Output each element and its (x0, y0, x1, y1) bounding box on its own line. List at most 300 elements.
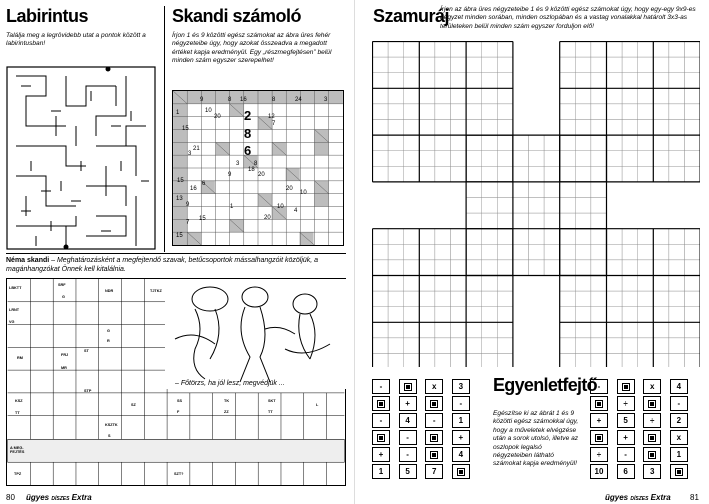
sudoku-cell[interactable] (451, 104, 467, 120)
sudoku-cell[interactable] (419, 322, 435, 338)
sudoku-cell[interactable] (388, 354, 404, 368)
sudoku-cell[interactable] (466, 166, 482, 182)
sudoku-cell[interactable] (591, 244, 607, 260)
sudoku-cell[interactable] (622, 120, 638, 136)
sudoku-cell[interactable] (544, 198, 560, 214)
sudoku-cell[interactable] (373, 260, 389, 276)
sudoku-cell[interactable] (560, 198, 576, 214)
sudoku-cell[interactable] (388, 73, 404, 89)
sudoku-cell[interactable] (451, 120, 467, 136)
sudoku-cell[interactable] (419, 57, 435, 73)
sudoku-cell[interactable] (622, 42, 638, 58)
sudoku-cell[interactable] (607, 229, 623, 245)
sudoku-cell[interactable] (685, 104, 701, 120)
sudoku-cell[interactable] (575, 88, 591, 104)
sudoku-cell[interactable] (466, 73, 482, 89)
sudoku-cell[interactable] (560, 322, 576, 338)
sudoku-cell[interactable] (638, 338, 654, 354)
sudoku-cell[interactable] (497, 322, 513, 338)
equation-cell[interactable] (372, 430, 390, 445)
sudoku-cell[interactable] (685, 307, 701, 323)
sudoku-cell[interactable] (404, 120, 420, 136)
sudoku-cell[interactable] (388, 307, 404, 323)
sudoku-cell[interactable] (544, 244, 560, 260)
sudoku-cell[interactable] (513, 229, 529, 245)
sudoku-cell[interactable] (451, 73, 467, 89)
sudoku-cell[interactable] (575, 276, 591, 292)
sudoku-cell[interactable] (669, 73, 685, 89)
sudoku-cell[interactable] (638, 120, 654, 136)
sudoku-cell[interactable] (466, 120, 482, 136)
sudoku-cell[interactable] (435, 276, 451, 292)
sudoku-cell[interactable] (685, 151, 701, 167)
sudoku-cell[interactable] (622, 260, 638, 276)
sudoku-cell[interactable] (482, 229, 498, 245)
sudoku-cell[interactable] (575, 166, 591, 182)
sudoku-cell[interactable] (575, 307, 591, 323)
sudoku-cell[interactable] (497, 213, 513, 229)
sudoku-cell[interactable] (591, 104, 607, 120)
sudoku-cell[interactable] (591, 229, 607, 245)
sudoku-cell[interactable] (653, 120, 669, 136)
sudoku-cell[interactable] (669, 88, 685, 104)
sudoku-cell[interactable] (638, 322, 654, 338)
sudoku-cell[interactable] (419, 88, 435, 104)
sudoku-cell[interactable] (497, 182, 513, 198)
sudoku-cell[interactable] (638, 307, 654, 323)
sudoku-cell[interactable] (373, 244, 389, 260)
sudoku-cell[interactable] (419, 244, 435, 260)
sudoku-cell[interactable] (435, 338, 451, 354)
sudoku-cell[interactable] (560, 338, 576, 354)
sudoku-cell[interactable] (497, 73, 513, 89)
sudoku-cell[interactable] (373, 42, 389, 58)
sudoku-cell[interactable] (560, 291, 576, 307)
sudoku-cell[interactable] (513, 244, 529, 260)
sudoku-cell[interactable] (653, 104, 669, 120)
sudoku-cell[interactable] (607, 276, 623, 292)
sudoku-cell[interactable] (544, 135, 560, 151)
sudoku-cell[interactable] (419, 338, 435, 354)
sudoku-cell[interactable] (607, 135, 623, 151)
sudoku-cell[interactable] (435, 354, 451, 368)
sudoku-cell[interactable] (513, 166, 529, 182)
sudoku-cell[interactable] (419, 260, 435, 276)
sudoku-cell[interactable] (575, 260, 591, 276)
sudoku-cell[interactable] (622, 229, 638, 245)
sudoku-cell[interactable] (404, 151, 420, 167)
sudoku-cell[interactable] (419, 307, 435, 323)
sudoku-cell[interactable] (560, 166, 576, 182)
sudoku-cell[interactable] (404, 354, 420, 368)
sudoku-cell[interactable] (451, 322, 467, 338)
sudoku-cell[interactable] (482, 42, 498, 58)
sudoku-cell[interactable] (435, 229, 451, 245)
sudoku-cell[interactable] (653, 338, 669, 354)
sudoku-cell[interactable] (591, 151, 607, 167)
sudoku-cell[interactable] (435, 88, 451, 104)
sudoku-cell[interactable] (622, 151, 638, 167)
sudoku-cell[interactable] (482, 276, 498, 292)
sudoku-cell[interactable] (638, 88, 654, 104)
sudoku-cell[interactable] (575, 291, 591, 307)
sudoku-cell[interactable] (466, 260, 482, 276)
equation-cell[interactable] (425, 447, 443, 462)
sudoku-cell[interactable] (653, 276, 669, 292)
sudoku-cell[interactable] (373, 166, 389, 182)
sudoku-cell[interactable] (482, 120, 498, 136)
sudoku-cell[interactable] (653, 322, 669, 338)
sudoku-cell[interactable] (435, 291, 451, 307)
sudoku-cell[interactable] (482, 182, 498, 198)
sudoku-cell[interactable] (466, 307, 482, 323)
sudoku-cell[interactable] (607, 151, 623, 167)
sudoku-cell[interactable] (451, 260, 467, 276)
sudoku-cell[interactable] (669, 135, 685, 151)
sudoku-cell[interactable] (435, 42, 451, 58)
sudoku-cell[interactable] (497, 166, 513, 182)
sudoku-cell[interactable] (591, 198, 607, 214)
sudoku-cell[interactable] (482, 57, 498, 73)
sudoku-cell[interactable] (653, 229, 669, 245)
equation-cell[interactable] (425, 396, 443, 411)
sudoku-cell[interactable] (669, 57, 685, 73)
sudoku-cell[interactable] (388, 166, 404, 182)
sudoku-cell[interactable] (591, 276, 607, 292)
sudoku-cell[interactable] (404, 135, 420, 151)
sudoku-cell[interactable] (451, 135, 467, 151)
sudoku-cell[interactable] (435, 260, 451, 276)
sudoku-cell[interactable] (560, 151, 576, 167)
sudoku-cell[interactable] (404, 166, 420, 182)
sudoku-cell[interactable] (388, 42, 404, 58)
sudoku-cell[interactable] (388, 338, 404, 354)
sudoku-cell[interactable] (466, 151, 482, 167)
sudoku-cell[interactable] (497, 198, 513, 214)
sudoku-cell[interactable] (560, 229, 576, 245)
sudoku-cell[interactable] (419, 120, 435, 136)
sudoku-cell[interactable] (685, 276, 701, 292)
sudoku-cell[interactable] (497, 276, 513, 292)
sudoku-cell[interactable] (607, 42, 623, 58)
sudoku-cell[interactable] (591, 213, 607, 229)
sudoku-cell[interactable] (451, 88, 467, 104)
sudoku-cell[interactable] (607, 244, 623, 260)
sudoku-cell[interactable] (607, 57, 623, 73)
sudoku-cell[interactable] (685, 229, 701, 245)
sudoku-cell[interactable] (591, 88, 607, 104)
equation-cell[interactable] (643, 430, 661, 445)
sudoku-cell[interactable] (497, 291, 513, 307)
sudoku-cell[interactable] (513, 151, 529, 167)
sudoku-cell[interactable] (497, 57, 513, 73)
sudoku-cell[interactable] (388, 135, 404, 151)
maze[interactable] (6, 66, 156, 250)
sudoku-cell[interactable] (591, 291, 607, 307)
sudoku-cell[interactable] (653, 135, 669, 151)
sudoku-cell[interactable] (482, 291, 498, 307)
sudoku-cell[interactable] (482, 354, 498, 368)
sudoku-cell[interactable] (638, 135, 654, 151)
sudoku-cell[interactable] (466, 42, 482, 58)
sudoku-cell[interactable] (435, 104, 451, 120)
samurai-sudoku-grid[interactable] (372, 41, 700, 367)
sudoku-cell[interactable] (435, 166, 451, 182)
sudoku-cell[interactable] (419, 151, 435, 167)
sudoku-cell[interactable] (497, 88, 513, 104)
sudoku-cell[interactable] (529, 182, 545, 198)
sudoku-cell[interactable] (497, 244, 513, 260)
sudoku-cell[interactable] (419, 229, 435, 245)
sudoku-cell[interactable] (451, 166, 467, 182)
sudoku-cell[interactable] (529, 151, 545, 167)
sudoku-cell[interactable] (622, 354, 638, 368)
sudoku-cell[interactable] (466, 229, 482, 245)
sudoku-cell[interactable] (497, 42, 513, 58)
sudoku-cell[interactable] (669, 260, 685, 276)
sudoku-cell[interactable] (404, 244, 420, 260)
sudoku-cell[interactable] (544, 213, 560, 229)
sudoku-cell[interactable] (685, 322, 701, 338)
sudoku-cell[interactable] (435, 307, 451, 323)
sudoku-cell[interactable] (373, 229, 389, 245)
sudoku-cell[interactable] (373, 291, 389, 307)
sudoku-cell[interactable] (653, 151, 669, 167)
sudoku-cell[interactable] (373, 88, 389, 104)
sudoku-cell[interactable] (419, 73, 435, 89)
sudoku-cell[interactable] (513, 198, 529, 214)
sudoku-cell[interactable] (435, 151, 451, 167)
sudoku-cell[interactable] (466, 104, 482, 120)
sudoku-cell[interactable] (653, 57, 669, 73)
sudoku-cell[interactable] (466, 291, 482, 307)
sudoku-cell[interactable] (560, 354, 576, 368)
sudoku-cell[interactable] (419, 354, 435, 368)
sudoku-cell[interactable] (404, 307, 420, 323)
sudoku-cell[interactable] (575, 42, 591, 58)
sudoku-cell[interactable] (685, 338, 701, 354)
sudoku-cell[interactable] (669, 338, 685, 354)
sudoku-cell[interactable] (591, 42, 607, 58)
sudoku-cell[interactable] (529, 213, 545, 229)
sudoku-cell[interactable] (544, 166, 560, 182)
sudoku-cell[interactable] (575, 213, 591, 229)
sudoku-cell[interactable] (482, 322, 498, 338)
sudoku-cell[interactable] (529, 166, 545, 182)
sudoku-cell[interactable] (685, 244, 701, 260)
sudoku-cell[interactable] (591, 182, 607, 198)
sudoku-cell[interactable] (575, 338, 591, 354)
sudoku-cell[interactable] (669, 151, 685, 167)
sudoku-cell[interactable] (591, 322, 607, 338)
sudoku-cell[interactable] (497, 229, 513, 245)
equation-cell[interactable] (452, 464, 470, 479)
sudoku-cell[interactable] (497, 260, 513, 276)
sudoku-cell[interactable] (669, 276, 685, 292)
sudoku-cell[interactable] (482, 244, 498, 260)
sudoku-cell[interactable] (607, 307, 623, 323)
sudoku-cell[interactable] (419, 104, 435, 120)
sudoku-cell[interactable] (607, 120, 623, 136)
sudoku-cell[interactable] (544, 229, 560, 245)
sudoku-cell[interactable] (388, 260, 404, 276)
sudoku-cell[interactable] (482, 135, 498, 151)
sudoku-cell[interactable] (451, 229, 467, 245)
sudoku-cell[interactable] (575, 229, 591, 245)
sudoku-cell[interactable] (591, 354, 607, 368)
sudoku-cell[interactable] (622, 244, 638, 260)
sudoku-cell[interactable] (497, 120, 513, 136)
sudoku-cell[interactable] (685, 135, 701, 151)
sudoku-cell[interactable] (622, 338, 638, 354)
sudoku-cell[interactable] (513, 135, 529, 151)
sudoku-cell[interactable] (373, 322, 389, 338)
sudoku-cell[interactable] (638, 104, 654, 120)
sudoku-cell[interactable] (591, 73, 607, 89)
sudoku-cell[interactable] (638, 151, 654, 167)
sudoku-cell[interactable] (591, 260, 607, 276)
sudoku-cell[interactable] (513, 260, 529, 276)
sudoku-cell[interactable] (451, 244, 467, 260)
sudoku-cell[interactable] (404, 42, 420, 58)
sudoku-cell[interactable] (435, 73, 451, 89)
sudoku-cell[interactable] (513, 213, 529, 229)
sudoku-cell[interactable] (466, 182, 482, 198)
sudoku-cell[interactable] (685, 73, 701, 89)
sudoku-cell[interactable] (513, 182, 529, 198)
sudoku-cell[interactable] (560, 182, 576, 198)
sudoku-cell[interactable] (373, 338, 389, 354)
sudoku-cell[interactable] (669, 42, 685, 58)
equation-cell[interactable] (670, 464, 688, 479)
sudoku-cell[interactable] (653, 166, 669, 182)
sudoku-cell[interactable] (622, 276, 638, 292)
sudoku-cell[interactable] (638, 276, 654, 292)
sudoku-cell[interactable] (653, 260, 669, 276)
sudoku-cell[interactable] (435, 120, 451, 136)
sudoku-cell[interactable] (451, 291, 467, 307)
sudoku-cell[interactable] (591, 135, 607, 151)
sudoku-cell[interactable] (685, 120, 701, 136)
equation-cell[interactable] (617, 379, 635, 394)
sudoku-cell[interactable] (653, 244, 669, 260)
sudoku-cell[interactable] (622, 57, 638, 73)
sudoku-cell[interactable] (669, 166, 685, 182)
sudoku-cell[interactable] (560, 88, 576, 104)
sudoku-cell[interactable] (466, 198, 482, 214)
equation-cell[interactable] (643, 396, 661, 411)
sudoku-cell[interactable] (685, 291, 701, 307)
sudoku-cell[interactable] (607, 104, 623, 120)
sudoku-cell[interactable] (622, 73, 638, 89)
sudoku-cell[interactable] (404, 229, 420, 245)
sudoku-cell[interactable] (451, 307, 467, 323)
sudoku-cell[interactable] (638, 166, 654, 182)
sudoku-cell[interactable] (482, 338, 498, 354)
sudoku-cell[interactable] (638, 57, 654, 73)
sudoku-cell[interactable] (575, 104, 591, 120)
sudoku-cell[interactable] (544, 151, 560, 167)
sudoku-cell[interactable] (388, 291, 404, 307)
sudoku-cell[interactable] (482, 151, 498, 167)
equation-cell[interactable] (590, 430, 608, 445)
sudoku-cell[interactable] (591, 338, 607, 354)
sudoku-cell[interactable] (388, 88, 404, 104)
sudoku-cell[interactable] (373, 135, 389, 151)
sudoku-cell[interactable] (404, 88, 420, 104)
sudoku-cell[interactable] (575, 135, 591, 151)
sudoku-cell[interactable] (451, 151, 467, 167)
sudoku-cell[interactable] (560, 135, 576, 151)
sudoku-cell[interactable] (435, 135, 451, 151)
sudoku-cell[interactable] (373, 151, 389, 167)
sudoku-cell[interactable] (653, 42, 669, 58)
sudoku-cell[interactable] (373, 276, 389, 292)
equation-cell[interactable] (399, 379, 417, 394)
sudoku-cell[interactable] (529, 260, 545, 276)
sudoku-cell[interactable] (419, 135, 435, 151)
sudoku-cell[interactable] (451, 42, 467, 58)
sudoku-cell[interactable] (685, 57, 701, 73)
sudoku-cell[interactable] (669, 322, 685, 338)
sudoku-cell[interactable] (497, 307, 513, 323)
sudoku-cell[interactable] (685, 166, 701, 182)
sudoku-cell[interactable] (560, 244, 576, 260)
sudoku-cell[interactable] (638, 260, 654, 276)
sudoku-cell[interactable] (404, 291, 420, 307)
sudoku-cell[interactable] (607, 73, 623, 89)
sudoku-cell[interactable] (529, 135, 545, 151)
sudoku-cell[interactable] (669, 104, 685, 120)
sudoku-cell[interactable] (404, 260, 420, 276)
sudoku-cell[interactable] (419, 42, 435, 58)
sudoku-cell[interactable] (622, 322, 638, 338)
sudoku-cell[interactable] (669, 291, 685, 307)
sudoku-cell[interactable] (388, 120, 404, 136)
sudoku-cell[interactable] (560, 213, 576, 229)
sudoku-cell[interactable] (607, 88, 623, 104)
sudoku-cell[interactable] (685, 42, 701, 58)
sudoku-cell[interactable] (575, 322, 591, 338)
sudoku-cell[interactable] (529, 244, 545, 260)
sudoku-cell[interactable] (373, 73, 389, 89)
sudoku-cell[interactable] (373, 120, 389, 136)
sudoku-cell[interactable] (466, 322, 482, 338)
equation-cell[interactable] (643, 447, 661, 462)
sudoku-cell[interactable] (669, 307, 685, 323)
sudoku-cell[interactable] (435, 57, 451, 73)
skandi-szamolo-grid[interactable] (172, 90, 344, 246)
sudoku-cell[interactable] (529, 229, 545, 245)
sudoku-cell[interactable] (653, 73, 669, 89)
sudoku-cell[interactable] (544, 260, 560, 276)
sudoku-cell[interactable] (451, 338, 467, 354)
sudoku-cell[interactable] (607, 338, 623, 354)
sudoku-cell[interactable] (482, 260, 498, 276)
sudoku-cell[interactable] (638, 354, 654, 368)
sudoku-cell[interactable] (529, 198, 545, 214)
sudoku-cell[interactable] (622, 135, 638, 151)
sudoku-cell[interactable] (482, 166, 498, 182)
sudoku-cell[interactable] (388, 229, 404, 245)
sudoku-cell[interactable] (497, 104, 513, 120)
sudoku-cell[interactable] (482, 213, 498, 229)
sudoku-cell[interactable] (575, 182, 591, 198)
sudoku-cell[interactable] (404, 73, 420, 89)
sudoku-cell[interactable] (497, 338, 513, 354)
sudoku-cell[interactable] (497, 135, 513, 151)
sudoku-cell[interactable] (373, 104, 389, 120)
